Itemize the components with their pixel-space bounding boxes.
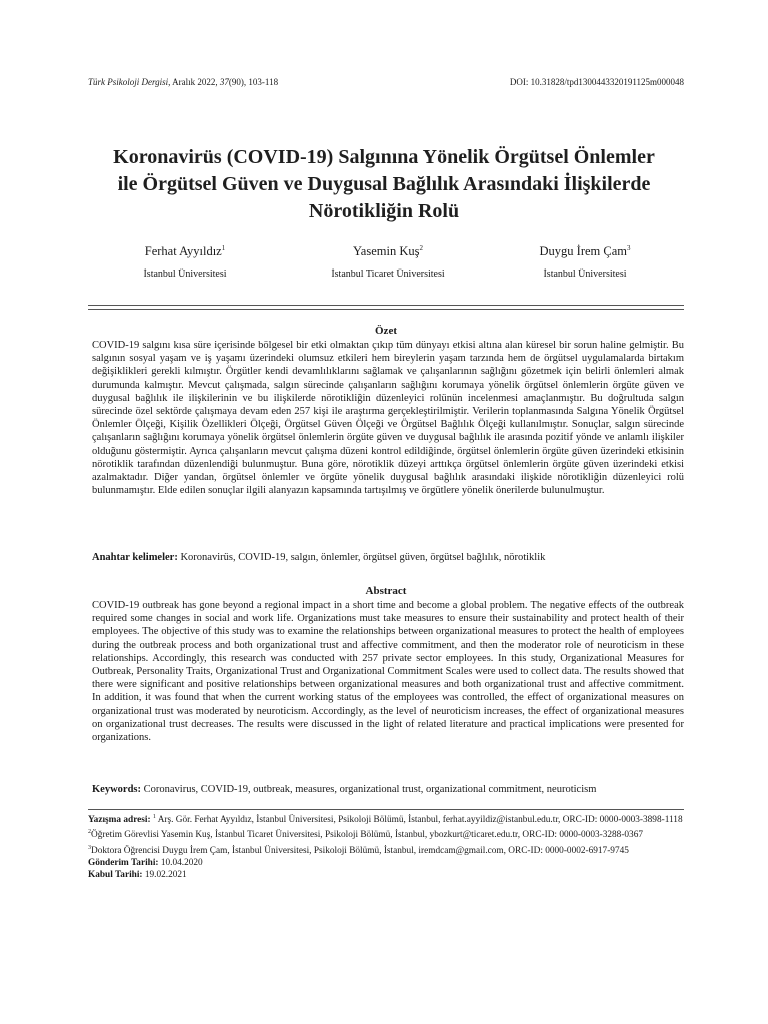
journal-issue: , Aralık 2022, [168, 77, 220, 87]
journal-pages: (90), 103-118 [228, 77, 279, 87]
title-line-2: ile Örgütsel Güven ve Duygusal Bağlılık Arasındaki İlişkilerde [117, 173, 651, 195]
journal-citation [88, 77, 278, 87]
note2-sup: 2 [88, 829, 91, 836]
submission-date [88, 857, 684, 869]
footnote-correspondence [88, 811, 684, 826]
keywords-tr-label: Anahtar kelimeler: [92, 552, 178, 563]
author-3-sup: 3 [626, 244, 631, 252]
corr-text: Arş. Gör. Ferhat Ayyıldız, İstanbul Üniversitesi, Psikoloji Bölümü, İstanbul, ferhat.ayyildiz@istanbul.edu.tr, ORC-ID: 0000-0003-3898-1118 [155, 815, 683, 826]
footnote-divider [88, 809, 684, 810]
keywords-tr [92, 551, 684, 564]
footnote-2 [88, 826, 684, 841]
author-2-affiliation: İstanbul Ticaret Üniversitesi [331, 269, 445, 281]
accepted-value: 19.02.2021 [142, 870, 187, 881]
author-2-name: Yasemin Kuş [353, 244, 420, 259]
author-3-name: Duygu İrem Çam [539, 244, 627, 259]
keywords-en [92, 783, 684, 796]
submitted-value: 10.04.2020 [158, 857, 203, 868]
keywords-en-value: Coronavirus, COVID-19, outbreak, measures, organizational trust, organizational commitment, neuroticism [141, 784, 597, 795]
footnotes [88, 811, 684, 881]
acceptance-date [88, 869, 684, 881]
title-line-1: Koronavirüs (COVID-19) Salgınına Yönelik Örgütsel Önlemler [113, 146, 655, 168]
abstract-text: COVID-19 outbreak has gone beyond a regional impact in a short time and become a global problem. The negative effects of the outbreak required some changes in social and work life. Organizations must take measures to ensure their sustainability and protect health of their employees. The objective of this study was to examine the relationships between organizational measures to protect the health of employees during the outbreak process and both organizational trust and affective commitment, and then the moderator role of neuroticism in these relationships. Accordingly, this research was conducted with 257 private sector employees. In this study, Organizational Measures for Outbreak, Personality Traits, Organizational Trust and Organizational Commitment Scales were used to collect data. The results showed that there were significant and positive relationships between organizational measures and both organizational trust and affective commitment. In addition, it was found that when the current working status of the employees was controlled, the effect of organizational measures on organizational trust was moderated by neuroticism. Accordingly, as the level of neuroticism increases, the effect of organizational measures on organizational trust decreases. The results were discussed in the light of related literature and practical implications were presented for organizations. [92, 600, 684, 744]
author-1-sup: 1 [221, 244, 226, 252]
abstract-heading: Abstract [365, 585, 407, 597]
note3-text: Doktora Öğrencisi Duygu İrem Çam, İstanbul Üniversitesi, Psikoloji Bölümü, İstanbul, iremdcam@gmail.com, ORC-ID: 0000-0002-6917-9745 [91, 845, 629, 856]
author-3-affiliation: İstanbul Üniversitesi [543, 269, 627, 281]
journal-volume: 37 [219, 77, 229, 87]
author-1-affiliation: İstanbul Üniversitesi [143, 269, 227, 281]
author-1-name: Ferhat Ayyıldız [144, 244, 222, 259]
author-2-sup: 2 [419, 244, 423, 252]
note3-sup: 3 [88, 844, 91, 851]
submitted-label: Gönderim Tarihi: [88, 857, 159, 868]
footnote-3 [88, 842, 684, 857]
doi: DOI: 10.31828/tpd1300443320191125m000048 [509, 77, 684, 87]
paper-title [60, 144, 708, 225]
title-line-3: Nörotikliğin Rolü [308, 200, 460, 222]
author-1-name-line [85, 244, 285, 259]
author-2-name-line [288, 244, 488, 259]
note2-text: Öğretim Görevlisi Yasemin Kuş, İstanbul Ticaret Üniversitesi, Psikoloji Bölümü, İstanbul, ybozkurt@ticaret.edu.tr, ORC-ID: 0000-0003-3288-0367 [91, 830, 644, 841]
author-1 [85, 244, 285, 280]
author-3-name-line [485, 244, 685, 259]
author-3 [485, 244, 685, 280]
corr-sup: 1 [152, 814, 156, 820]
corr-label: Yazışma adresi: [88, 815, 151, 826]
keywords-en-label: Keywords: [92, 784, 141, 795]
ozet-heading: Özet [375, 325, 397, 337]
author-2 [288, 244, 488, 280]
ozet-text: COVID-19 salgını kısa süre içerisinde bölgesel bir etki olmaktan çıkıp tüm dünyayı etkisi altına alan küresel bir sorun haline gelmiştir. Bu salgının sosyal yaşam ve iş yaşamı üzerindeki olumsuz etkileri hem bireylerin yaşam tarzında hem de örgütsel uygulamalarda birtakım değişiklikleri gerekli kılmıştır. Örgütler kendi devamlılıklarını sağlamak ve çalışanlarının sağlığını gözetmek için belirli önlemleri almak durumunda kalmıştır. Mevcut çalışmada, salgın sürecinde çalışanların sağlığını korumaya yönelik örgütsel önlemlerin örgüte güven ve duygusal bağlılık ile ilişkilerinin ve bu ilişkilerde nörotikliğin düzenleyici rolünün incelenmesi amaçlanmıştır. Bu doğrultuda salgın sürecinde özel sektörde çalışmaya devam eden 257 kişi ile araştırma gerçekleştirilmiştir. Verilerin toplanmasında Salgına Yönelik Örgütsel Önlemler Ölçeği, Kişilik Özellikleri Ölçeği, Örgütsel Güven Ölçeği ve Örgütsel Bağlılık Ölçeği kullanılmıştır. Sonuçlar, salgın sürecinde çalışanların sağlığını korumaya yönelik örgütsel önlemlerin örgüte güven ve duygusal bağlılık ile arasında pozitif yönde ve anlamlı ilişkiler olduğunu göstermiştir. Ayrıca çalışanların mevcut çalışma düzeni kontrol edildiğinde, örgütsel önlemlerin örgüte güven üzerindeki etkisinin nörotiklik tarafından düzenlendiği bulunmuştur. Buna göre, nörotiklik düzeyi arttıkça örgütsel önlemlerin örgüte güven üzerindeki etkisi azalmaktadır. Diğer yandan, örgütsel önlemler ve örgüte yönelik duygusal bağlılık arasındaki ilişkide nörotikliğin düzenleyici rolü bulunmamıştır. Elde edilen sonuçlar ilgili alanyazın kapsamında tartışılmış ve örgütlere yönelik önerilerde bulunulmuştur. [92, 340, 684, 497]
keywords-tr-value: Koronavirüs, COVID-19, salgın, önlemler, örgütsel güven, örgütsel bağlılık, nörotiklik [177, 552, 546, 563]
journal-name: Türk Psikoloji Dergisi [88, 77, 169, 87]
header-divider [88, 305, 684, 310]
accepted-label: Kabul Tarihi: [88, 870, 143, 881]
